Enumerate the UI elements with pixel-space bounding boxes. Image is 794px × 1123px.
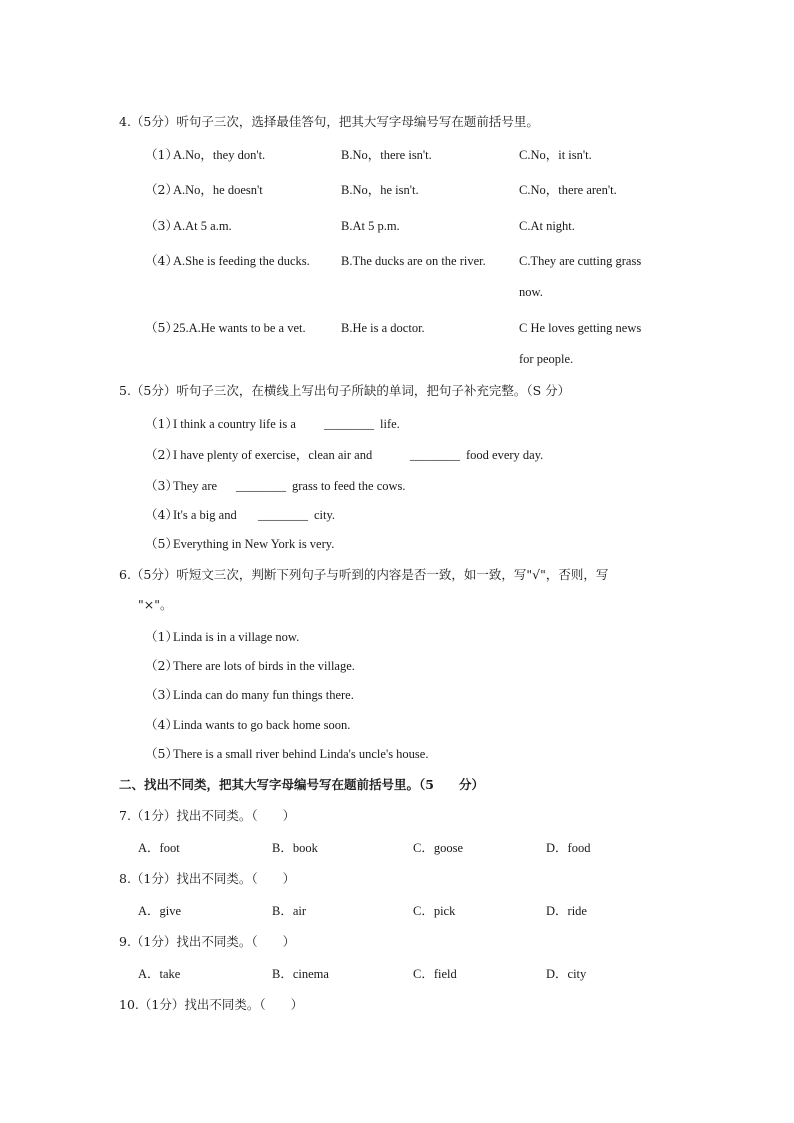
q4-3-option-c: C.At night.: [519, 219, 575, 233]
q6-5-text: There is a small river behind Linda's uncle's house.: [173, 747, 429, 761]
q4-4-option-b: B.The ducks are on the river.: [341, 254, 486, 268]
q5-2-blank: ________: [410, 448, 460, 462]
q6-1-text: Linda is in a village now.: [173, 630, 300, 644]
q8-option-c: C．pick: [413, 904, 456, 918]
q6-2-text: There are lots of birds in the village.: [173, 659, 355, 673]
q4-4-option-c: C.They are cutting grass: [519, 254, 642, 268]
q5-5-text: Everything in New York is very.: [173, 537, 335, 551]
q4-5-option-c: C He loves getting news: [519, 321, 642, 335]
q4-item-num: （1）: [145, 147, 178, 162]
q4-item-num: （4）: [145, 253, 178, 268]
q5-item-num: （5）: [145, 536, 178, 551]
q4-2-option-a: A.No，he doesn't: [173, 183, 263, 197]
section-2-heading: 二、找出不同类，把其大写字母编号写在题前括号里。（5 分）: [119, 777, 484, 792]
q4-5-option-b: B.He is a doctor.: [341, 321, 425, 335]
q5-item-num: （1）: [145, 416, 178, 431]
q5-4-text-after: city.: [314, 508, 336, 522]
q5-4-text-before: It's a big and: [173, 508, 237, 522]
q6-item-num: （4）: [145, 717, 178, 732]
q8-stem: 8.（1分）找出不同类。（ ）: [119, 871, 296, 886]
q6-item-num: （1）: [145, 629, 178, 644]
q9-option-b: B．cinema: [272, 967, 329, 981]
q4-1-option-a: A.No，they don't.: [173, 148, 266, 162]
q4-4-option-c-cont: now.: [519, 285, 543, 299]
q9-option-c: C．field: [413, 967, 457, 981]
q4-1-option-b: B.No，there isn't.: [341, 148, 432, 162]
q4-item-num: （5）: [145, 320, 178, 335]
q7-option-d: D．food: [546, 841, 591, 855]
q5-stem: 5.（5分）听句子三次，在横线上写出句子所缺的单词，把句子补充完整。（S 分）: [119, 383, 571, 398]
q7-option-c: C．goose: [413, 841, 464, 855]
q4-2-option-c: C.No，there aren't.: [519, 183, 617, 197]
q6-stem: 6.（5分）听短文三次，判断下列句子与听到的内容是否一致，如一致，写"√"，否则，写: [119, 567, 609, 582]
q5-item-num: （2）: [145, 447, 178, 462]
q9-stem: 9.（1分）找出不同类。（ ）: [119, 934, 296, 949]
q5-3-blank: ________: [236, 479, 286, 493]
q4-3-option-a: A.At 5 a.m.: [173, 219, 232, 233]
q4-5-option-a: 25.A.He wants to be a vet.: [173, 321, 306, 335]
q6-stem-cont: "×"。: [138, 597, 173, 612]
q5-3-text-before: They are: [173, 479, 218, 493]
q8-option-b: B．air: [272, 904, 307, 918]
q5-2-text-before: I have plenty of exercise，clean air and: [173, 448, 373, 462]
q5-item-num: （3）: [145, 478, 178, 493]
q8-option-d: D．ride: [546, 904, 587, 918]
q10-stem: 10.（1分）找出不同类。（ ）: [119, 997, 304, 1012]
q5-4-blank: ________: [258, 508, 308, 522]
q9-option-a: A．take: [138, 967, 181, 981]
q7-option-b: B．book: [272, 841, 318, 855]
q4-stem: 4.（5分）听句子三次，选择最佳答句，把其大写字母编号写在题前括号里。: [119, 114, 539, 129]
q6-item-num: （2）: [145, 658, 178, 673]
q6-item-num: （3）: [145, 687, 178, 702]
q5-1-text-before: I think a country life is a: [173, 417, 296, 431]
q5-item-num: （4）: [145, 507, 178, 522]
q8-option-a: A．give: [138, 904, 182, 918]
q6-3-text: Linda can do many fun things there.: [173, 688, 354, 702]
q4-5-option-c-cont: for people.: [519, 352, 574, 366]
q7-stem: 7.（1分）找出不同类。（ ）: [119, 808, 296, 823]
q4-4-option-a: A.She is feeding the ducks.: [173, 254, 310, 268]
q4-2-option-b: B.No，he isn't.: [341, 183, 419, 197]
q4-3-option-b: B.At 5 p.m.: [341, 219, 400, 233]
q6-4-text: Linda wants to go back home soon.: [173, 718, 351, 732]
q4-item-num: （3）: [145, 218, 178, 233]
q4-item-num: （2）: [145, 182, 178, 197]
q5-1-blank: ________: [324, 417, 374, 431]
q7-option-a: A．foot: [138, 841, 180, 855]
q9-option-d: D．city: [546, 967, 587, 981]
q5-2-text-after: food every day.: [466, 448, 544, 462]
q4-1-option-c: C.No，it isn't.: [519, 148, 592, 162]
q5-1-text-after: life.: [380, 417, 400, 431]
q5-3-text-after: grass to feed the cows.: [292, 479, 406, 493]
q6-item-num: （5）: [145, 746, 178, 761]
